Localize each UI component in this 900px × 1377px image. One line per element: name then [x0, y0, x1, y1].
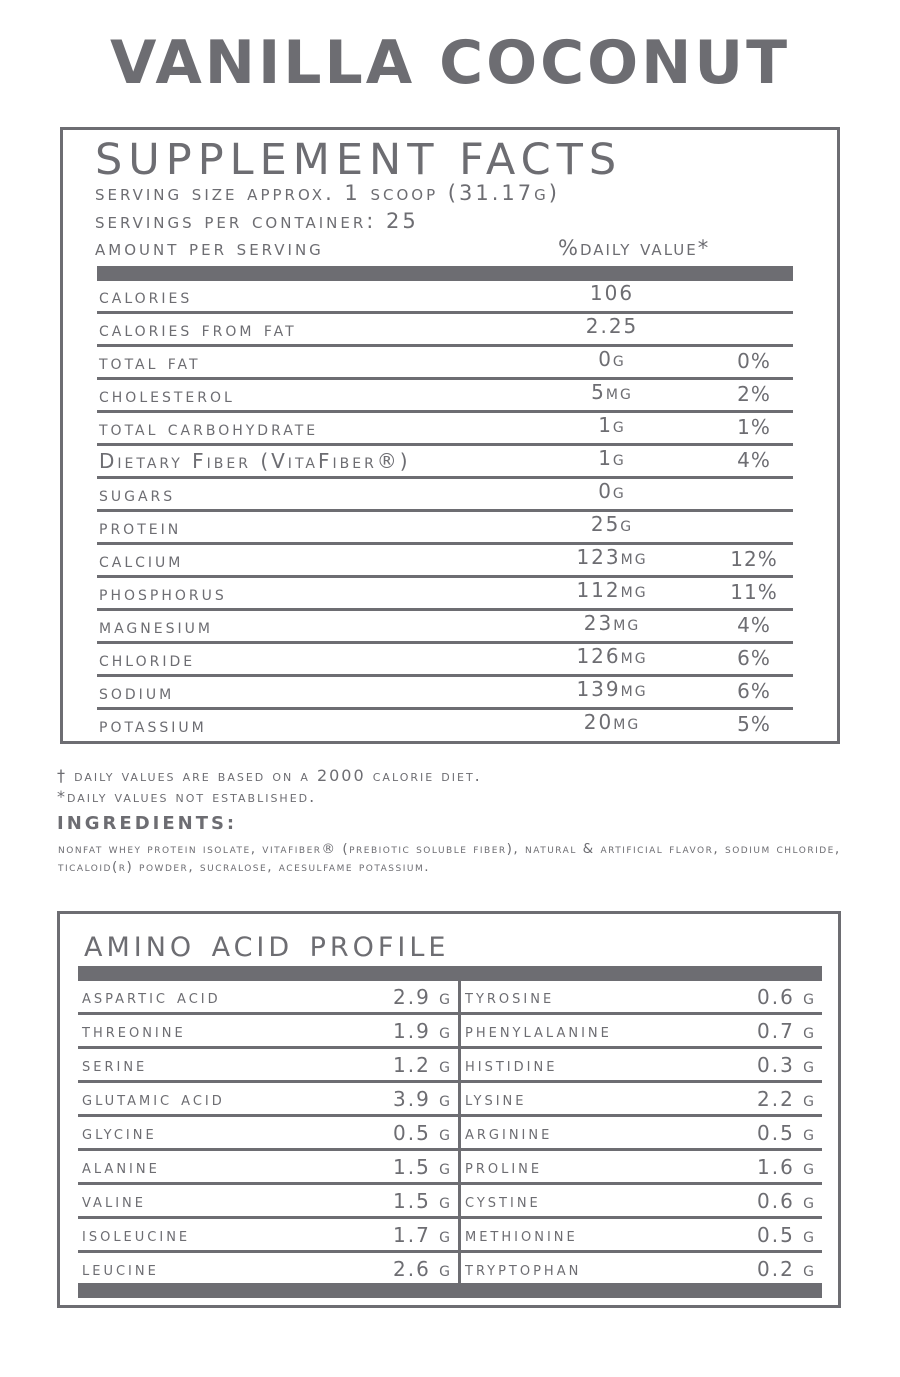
amino-footer-bar	[78, 1283, 822, 1298]
nutrient-row	[97, 413, 793, 446]
nutrient-amount: 106	[589, 281, 635, 305]
amino-name: isoleucine	[82, 1224, 191, 1246]
amino-value: 2.2 g	[756, 1087, 816, 1111]
amino-row	[78, 981, 458, 1015]
nutrient-name: phosphorus	[99, 581, 227, 605]
amino-row	[78, 1083, 458, 1117]
amino-name: alanine	[82, 1156, 160, 1178]
amino-value: 0.5 g	[392, 1121, 452, 1145]
amino-value: 0.6 g	[756, 985, 816, 1009]
nutrient-daily-value: 5%	[737, 712, 771, 736]
amino-value: 0.5 g	[756, 1223, 816, 1247]
amino-name: histidine	[465, 1054, 558, 1076]
amino-name: tyrosine	[465, 986, 555, 1008]
amino-row	[461, 1083, 822, 1117]
nutrient-row	[97, 644, 793, 677]
footnote-daily-values: † daily values are based on a 2000 calorie diet.	[57, 766, 482, 785]
nutrient-table	[97, 281, 793, 740]
amino-row	[461, 1015, 822, 1049]
amino-row	[78, 1253, 458, 1284]
nutrient-name: potassium	[99, 713, 207, 737]
nutrient-row	[97, 281, 793, 314]
amino-right-column	[461, 981, 822, 1284]
nutrient-row	[97, 347, 793, 380]
servings-per-container: servings per container: 25	[95, 209, 419, 233]
nutrient-amount: 112mg	[576, 578, 648, 602]
amino-value: 2.9 g	[392, 985, 452, 1009]
supplement-facts-heading: SUPPLEMENT FACTS	[95, 135, 623, 185]
ingredients-heading: INGREDIENTS:	[57, 813, 238, 834]
nutrient-daily-value: 6%	[737, 679, 771, 703]
amino-row	[461, 1117, 822, 1151]
amino-row	[78, 1219, 458, 1253]
ingredients-text: nonfat whey protein isolate, vitafiber® (prebiotic soluble fiber), natural & artificial flavor, sodium chloride, ticaloid(r) powder, sucralose, acesulfame potassium.	[58, 841, 841, 875]
amino-name: phenylalanine	[465, 1020, 612, 1042]
amino-value: 0.3 g	[756, 1053, 816, 1077]
amino-name: lysine	[465, 1088, 527, 1110]
amino-row	[78, 1151, 458, 1185]
nutrient-row	[97, 677, 793, 710]
nutrient-daily-value: 1%	[737, 415, 771, 439]
nutrient-name: magnesium	[99, 614, 213, 638]
nutrient-amount: 1g	[598, 446, 626, 470]
nutrient-amount: 2.25	[585, 314, 639, 338]
nutrient-daily-value: 4%	[737, 448, 771, 472]
footnotes	[57, 765, 857, 807]
nutrient-daily-value: 6%	[737, 646, 771, 670]
amino-row	[78, 1117, 458, 1151]
nutrient-name: sodium	[99, 680, 175, 704]
nutrient-daily-value: 11%	[730, 580, 778, 604]
nutrient-name: calories	[99, 284, 193, 308]
nutrient-amount: 20mg	[583, 710, 641, 734]
nutrient-name: total carbohydrate	[99, 416, 319, 440]
amino-name: cystine	[465, 1190, 541, 1212]
amino-value: 0.6 g	[756, 1189, 816, 1213]
nutrient-row	[97, 380, 793, 413]
nutrient-name: calories from fat	[99, 317, 297, 341]
amino-row	[461, 1185, 822, 1219]
amino-name: aspartic acid	[82, 986, 221, 1008]
nutrient-row	[97, 545, 793, 578]
amino-row	[461, 1049, 822, 1083]
amino-value: 1.5 g	[392, 1155, 452, 1179]
amount-per-serving-label: amount per serving	[95, 236, 324, 260]
nutrient-amount: 123mg	[576, 545, 648, 569]
nutrient-amount: 126mg	[576, 644, 648, 668]
amino-name: leucine	[82, 1258, 159, 1280]
amino-row	[461, 1219, 822, 1253]
nutrient-amount: 23mg	[583, 611, 641, 635]
amino-value: 2.6 g	[392, 1257, 452, 1281]
footnote-not-established: *daily values not established.	[57, 787, 317, 806]
facts-header-bar	[97, 266, 793, 281]
amino-acid-heading: amino acid profile	[84, 921, 450, 966]
nutrient-name: calcium	[99, 548, 184, 572]
nutrient-row	[97, 314, 793, 347]
amino-name: threonine	[82, 1020, 186, 1042]
nutrient-name: sugars	[99, 482, 176, 506]
nutrient-row	[97, 479, 793, 512]
amino-name: glycine	[82, 1122, 157, 1144]
nutrient-amount: 1g	[598, 413, 626, 437]
nutrient-amount: 0g	[598, 479, 626, 503]
amino-row	[78, 1049, 458, 1083]
nutrient-amount: 25g	[590, 512, 634, 536]
amino-name: serine	[82, 1054, 148, 1076]
nutrient-row	[97, 446, 793, 479]
nutrient-name: Dietary Fiber (VitaFiber®)	[99, 449, 411, 473]
amino-row	[78, 1015, 458, 1049]
amino-value: 1.5 g	[392, 1189, 452, 1213]
amino-row	[461, 1151, 822, 1185]
amino-row	[461, 1253, 822, 1284]
nutrient-row	[97, 611, 793, 644]
amino-value: 0.7 g	[756, 1019, 816, 1043]
amino-value: 1.2 g	[392, 1053, 452, 1077]
nutrient-name: cholesterol	[99, 383, 235, 407]
supplement-facts-panel	[60, 127, 840, 744]
amino-header-bar	[78, 966, 822, 981]
nutrient-daily-value: 12%	[730, 547, 778, 571]
amino-row	[78, 1185, 458, 1219]
amino-name: glutamic acid	[82, 1088, 225, 1110]
nutrient-row	[97, 710, 793, 740]
nutrient-row	[97, 512, 793, 545]
nutrient-amount: 5mg	[591, 380, 633, 404]
nutrient-name: total fat	[99, 350, 201, 374]
amino-value: 3.9 g	[392, 1087, 452, 1111]
nutrient-row	[97, 578, 793, 611]
nutrient-amount: 0g	[598, 347, 626, 371]
amino-value: 0.2 g	[756, 1257, 816, 1281]
amino-name: valine	[82, 1190, 146, 1212]
daily-value-header: %daily value*	[558, 236, 711, 260]
amino-value: 1.7 g	[392, 1223, 452, 1247]
product-title: VANILLA COCONUT	[109, 28, 791, 98]
amino-name: arginine	[465, 1122, 553, 1144]
amino-name: tryptophan	[465, 1258, 582, 1280]
serving-size: serving size approx. 1 scoop (31.17g)	[95, 181, 560, 205]
amino-left-column	[78, 981, 458, 1284]
amino-value: 1.9 g	[392, 1019, 452, 1043]
amino-name: proline	[465, 1156, 543, 1178]
amino-acid-panel	[57, 911, 841, 1308]
nutrient-daily-value: 4%	[737, 613, 771, 637]
nutrient-daily-value: 0%	[737, 349, 771, 373]
amino-name: methionine	[465, 1224, 578, 1246]
nutrient-name: chloride	[99, 647, 196, 671]
amino-value: 1.6 g	[756, 1155, 816, 1179]
amino-row	[461, 981, 822, 1015]
nutrient-daily-value: 2%	[737, 382, 771, 406]
amino-value: 0.5 g	[756, 1121, 816, 1145]
nutrient-name: protein	[99, 515, 182, 539]
nutrient-amount: 139mg	[576, 677, 648, 701]
